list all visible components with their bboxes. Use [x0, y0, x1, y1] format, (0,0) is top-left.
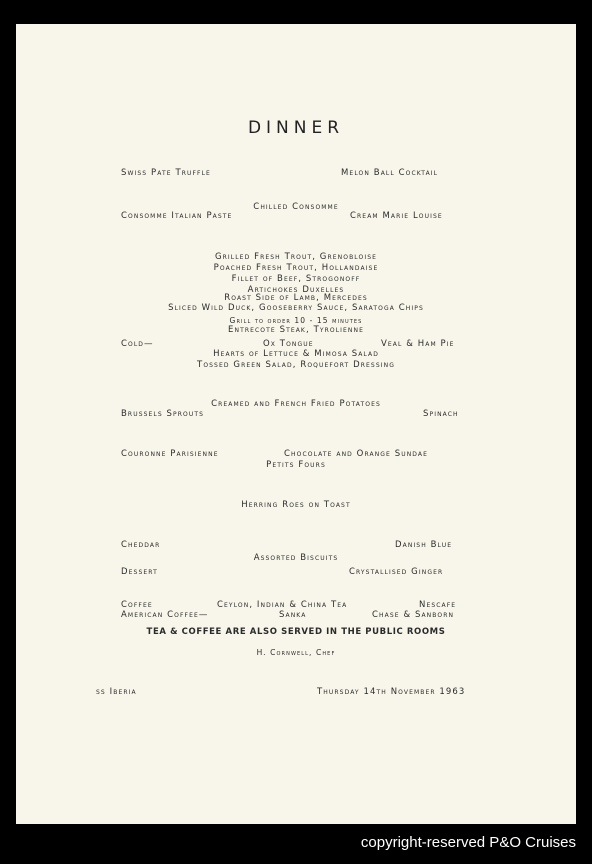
grill-note: Grill to order 10 - 15 minutes: [229, 316, 363, 325]
melon-item: Melon Ball Cocktail: [341, 168, 439, 178]
public-rooms-note: TEA & COFFEE ARE ALSO SERVED IN THE PUBLIC ROOMS: [146, 627, 446, 637]
potatoes-item: Creamed and French Fried Potatoes: [211, 399, 381, 409]
consomme-italian-item: Consomme Italian Paste: [121, 211, 233, 221]
couronne-item: Couronne Parisienne: [121, 449, 219, 459]
dessert-item: Dessert: [121, 567, 158, 577]
biscuits-item: Assorted Biscuits: [253, 553, 339, 563]
coffee-item: Coffee: [121, 600, 153, 610]
sundae-item: Chocolate and Orange Sundae: [284, 449, 429, 459]
menu-page: [16, 24, 576, 824]
herring-item: Herring Roes on Toast: [241, 500, 351, 510]
cheddar-item: Cheddar: [121, 540, 161, 550]
nescafe-item: Nescafe: [419, 600, 457, 610]
veal-item: Veal & Ham Pie: [381, 339, 455, 349]
chase-item: Chase & Sanborn: [372, 610, 455, 620]
danish-item: Danish Blue: [395, 540, 453, 550]
cold-label: Cold—: [121, 339, 154, 349]
cream-marie-item: Cream Marie Louise: [350, 211, 443, 221]
menu-title: DINNER: [247, 118, 345, 138]
hearts-item: Hearts of Lettuce & Mimosa Salad: [213, 349, 379, 359]
brussels-item: Brussels Sprouts: [121, 409, 205, 419]
ginger-item: Crystallised Ginger: [349, 567, 444, 577]
swiss-pate-item: Swiss Pate Truffle: [121, 168, 211, 178]
copyright-notice: copyright-reserved P&O Cruises: [360, 834, 576, 851]
trout-poached-item: Poached Fresh Trout, Hollandaise: [213, 263, 379, 273]
tossed-item: Tossed Green Salad, Roquefort Dressing: [197, 360, 395, 370]
menu-date: Thursday 14th November 1963: [317, 687, 466, 697]
sanka-item: Sanka: [279, 610, 307, 620]
ox-tongue-item: Ox Tongue: [263, 339, 314, 349]
chilled-consomme-item: Chilled Consomme: [253, 202, 339, 212]
artichokes-item: Artichokes Duxelles: [247, 285, 345, 295]
entrecote-item: Entrecote Steak, Tyrolienne: [228, 325, 364, 335]
tea-item: Ceylon, Indian & China Tea: [217, 600, 348, 610]
petits-item: Petits Fours: [266, 460, 326, 470]
beef-item: Fillet of Beef, Strogonoff: [231, 274, 361, 284]
chef-signature: H. Cornwell, Chef: [256, 648, 336, 657]
ship-name: ss Iberia: [96, 687, 137, 697]
duck-item: Sliced Wild Duck, Gooseberry Sauce, Saratoga Chips: [168, 303, 424, 313]
lamb-item: Roast Side of Lamb, Mercedes: [224, 293, 368, 303]
spinach-item: Spinach: [423, 409, 459, 419]
trout-grilled-item: Grilled Fresh Trout, Grenobloise: [214, 252, 378, 262]
american-coffee-item: American Coffee—: [121, 610, 209, 620]
